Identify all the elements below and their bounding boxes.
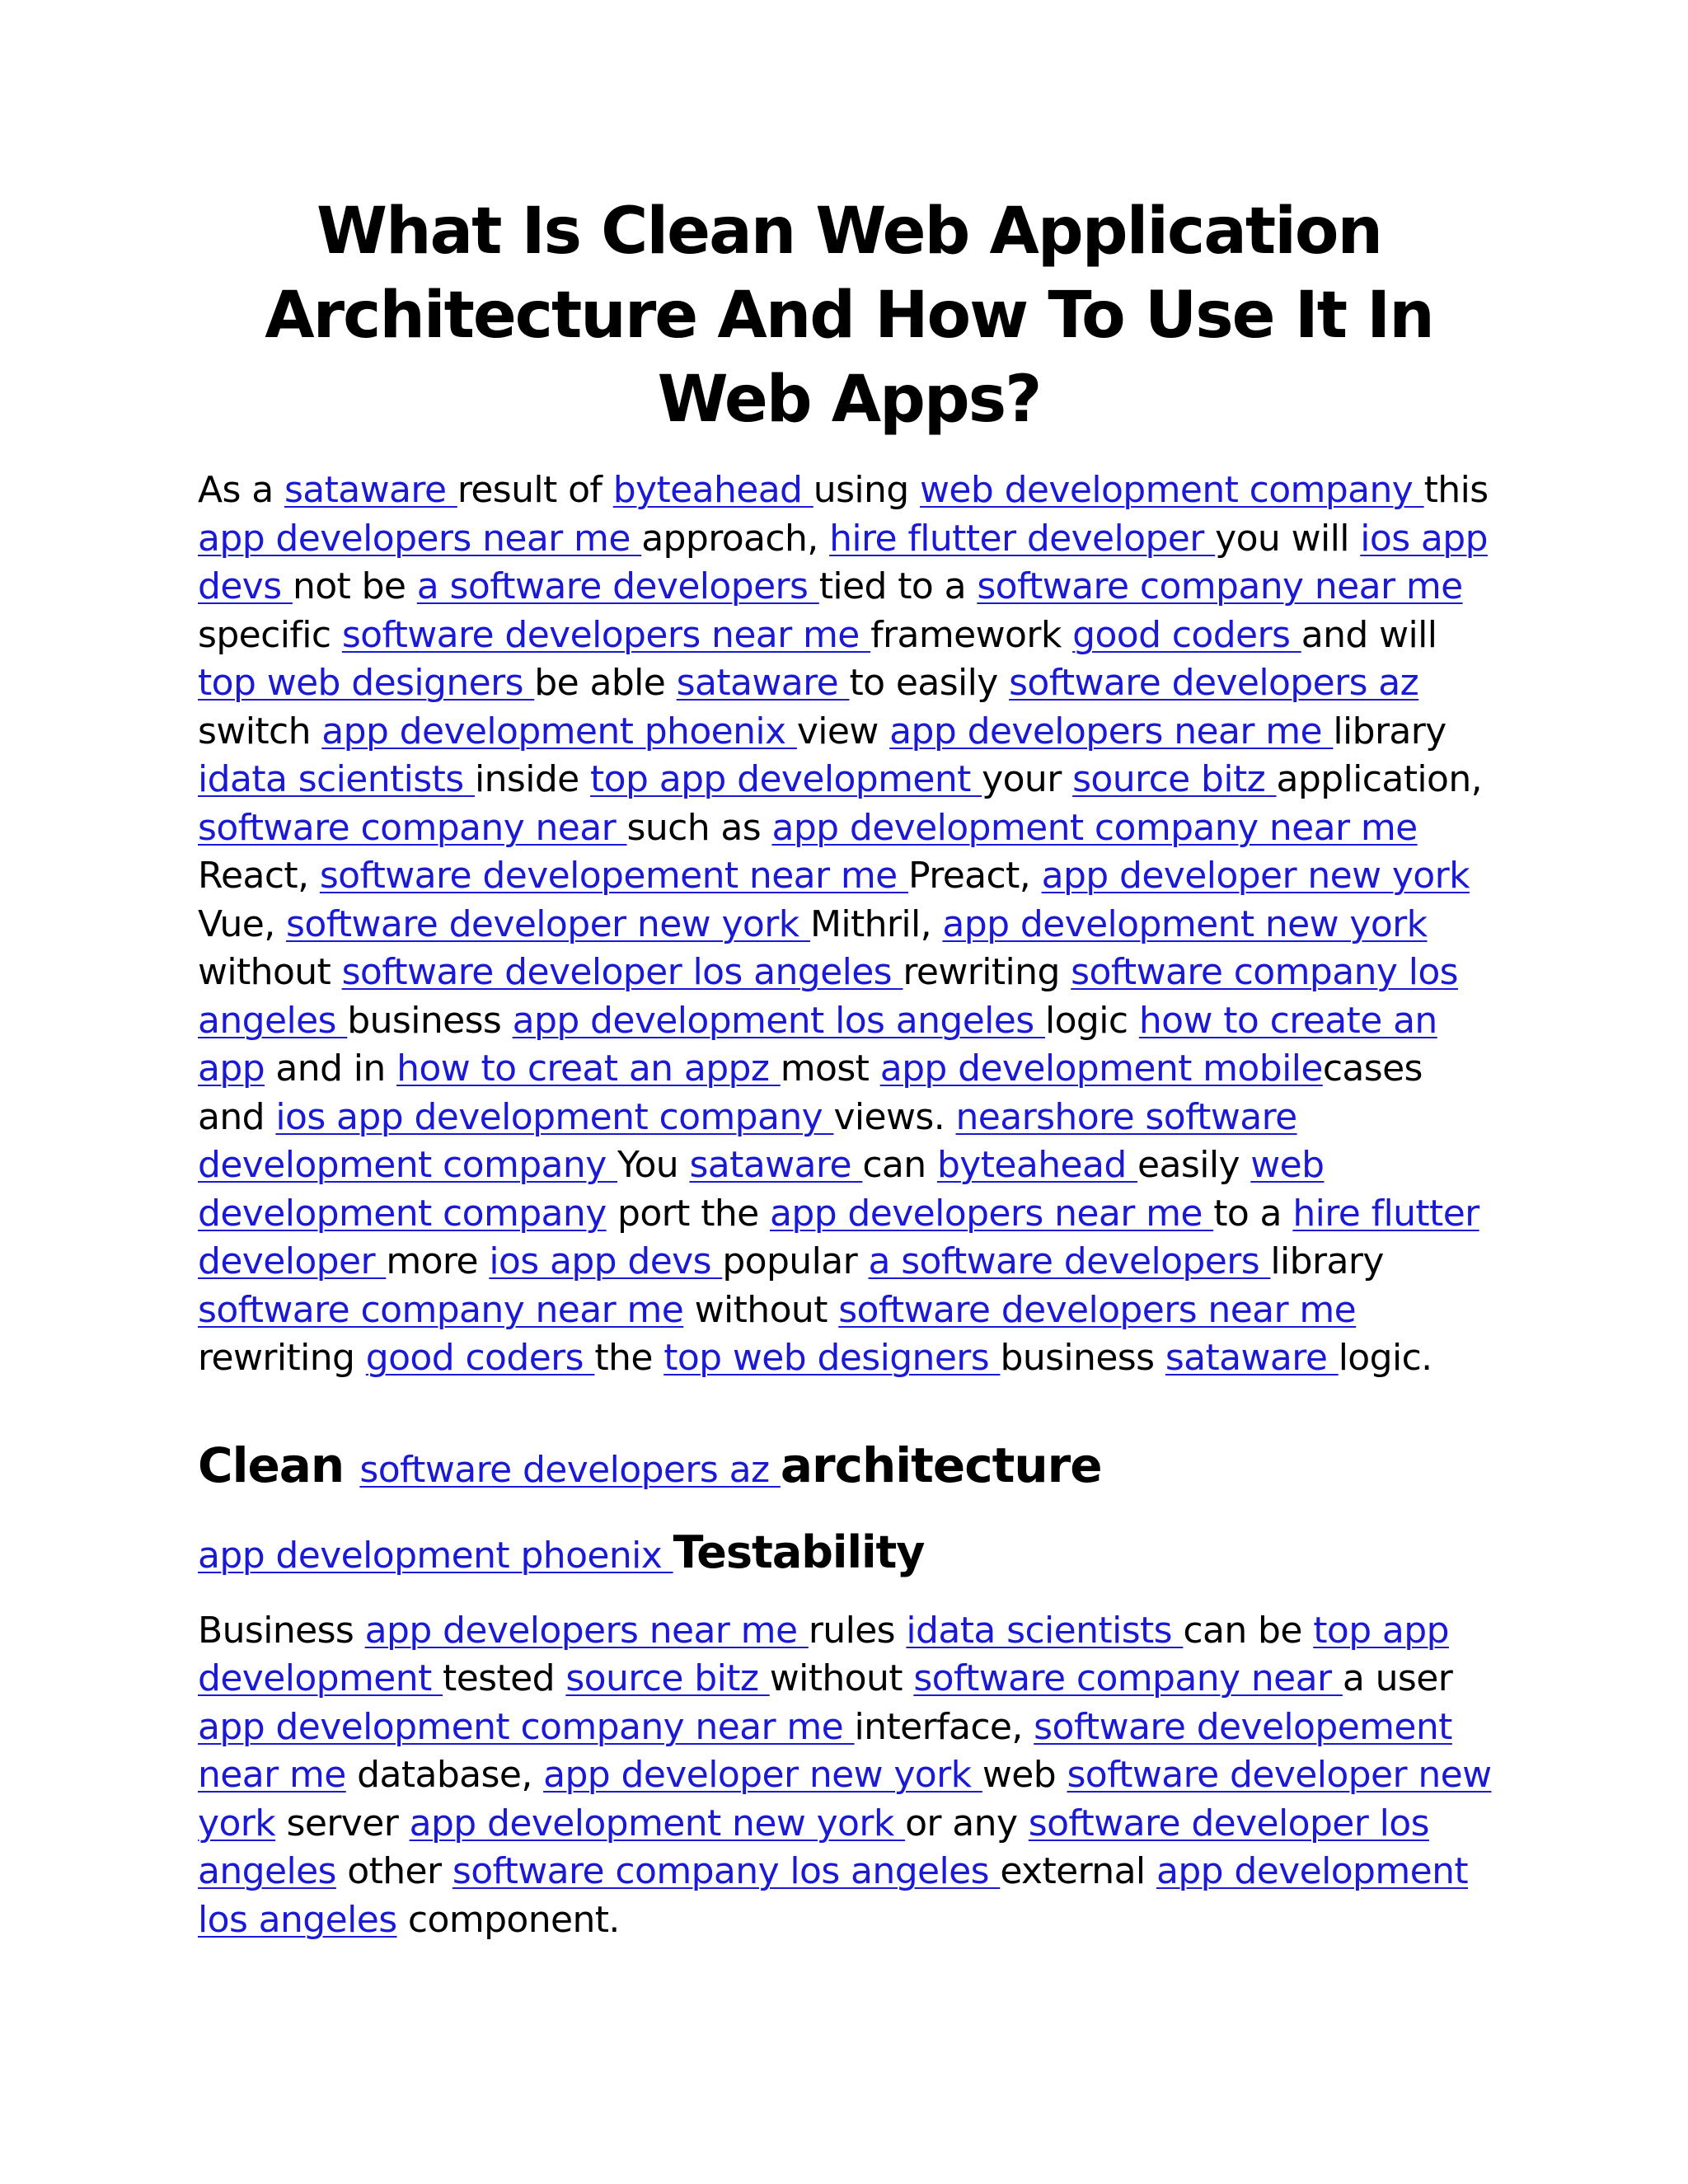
text-run: to easily — [849, 662, 1010, 704]
inline-link[interactable]: sataware — [676, 662, 850, 704]
document-page — [198, 190, 1500, 1944]
text-run: most — [780, 1047, 880, 1090]
inline-link[interactable]: app development phoenix — [321, 710, 797, 752]
text-run: web — [982, 1754, 1067, 1796]
inline-link[interactable]: app development new york — [409, 1802, 906, 1844]
inline-link[interactable]: sataware — [1165, 1337, 1339, 1379]
text-run: interface, — [854, 1705, 1034, 1748]
inline-link[interactable]: source bitz — [565, 1657, 770, 1699]
text-run: database, — [345, 1754, 544, 1796]
text-run: Testability — [673, 1526, 925, 1578]
inline-link[interactable]: good coders — [1072, 613, 1301, 656]
text-run: Mithril, — [809, 902, 943, 945]
inline-link[interactable]: software company near — [198, 806, 627, 849]
text-run: and will — [1301, 613, 1437, 656]
text-run: without — [769, 1657, 914, 1699]
text-run: easily — [1137, 1144, 1251, 1186]
text-run: other — [335, 1850, 452, 1892]
inline-link[interactable]: nearshore software development company — [198, 1095, 1297, 1186]
inline-link[interactable]: app developer new york — [543, 1754, 982, 1796]
inline-link[interactable]: how to create an app — [198, 999, 1437, 1090]
inline-link[interactable]: software company near me — [977, 565, 1463, 607]
text-run: architecture — [780, 1436, 1102, 1493]
inline-link[interactable]: software developer los angeles — [198, 1802, 1429, 1892]
inline-link[interactable]: a software developers — [868, 1240, 1271, 1282]
text-run: switch — [198, 710, 322, 752]
text-run: approach, — [641, 517, 830, 560]
text-run: or any — [905, 1802, 1029, 1844]
inline-link[interactable]: app development los angeles — [512, 999, 1045, 1042]
text-run: more — [386, 1240, 490, 1282]
text-run: views. — [833, 1095, 956, 1138]
text-run: logic. — [1338, 1337, 1432, 1379]
text-run: view — [796, 710, 890, 752]
text-run: Clean — [198, 1436, 360, 1493]
text-run: rules — [808, 1609, 907, 1652]
inline-link[interactable]: app developers near me — [770, 1192, 1214, 1235]
text-run: without — [198, 951, 342, 993]
text-run: you will — [1215, 517, 1361, 560]
inline-link[interactable]: ios app development company — [275, 1095, 834, 1138]
inline-link[interactable]: software developer new york — [286, 902, 810, 945]
testability-paragraph — [198, 1607, 1500, 1945]
text-run: and in — [265, 1047, 397, 1090]
text-run: business — [347, 999, 513, 1042]
intro-paragraph — [198, 466, 1500, 1383]
inline-link[interactable]: web development company — [198, 1144, 1325, 1235]
text-run: port the — [606, 1192, 771, 1235]
text-run: be able — [534, 662, 677, 704]
text-run: specific — [198, 613, 342, 656]
page-title: What Is Clean Web Application Architecture And How To Use It In Web Apps? — [265, 194, 1433, 437]
text-run: component. — [396, 1898, 620, 1941]
inline-link[interactable]: app developers near me — [889, 710, 1334, 752]
text-run: business — [1000, 1337, 1165, 1379]
inline-link[interactable]: hire flutter developer — [829, 517, 1216, 560]
inline-link[interactable]: web development company — [920, 469, 1424, 511]
text-run: using — [813, 469, 921, 511]
inline-link[interactable]: sataware — [284, 469, 457, 511]
inline-link[interactable]: byteahead — [612, 469, 814, 511]
text-run: rewriting — [198, 1337, 366, 1379]
inline-link[interactable]: software developers az — [359, 1448, 781, 1491]
text-run: tied to a — [818, 565, 978, 607]
text-run: You — [617, 1144, 690, 1186]
text-run: inside — [474, 758, 591, 800]
text-run: Preact, — [908, 855, 1042, 897]
inline-link[interactable]: software developers near me — [341, 613, 871, 656]
inline-link[interactable]: software developement near me — [319, 855, 909, 897]
inline-link[interactable]: top app development — [590, 758, 982, 800]
text-run: cases and — [198, 1047, 1423, 1138]
inline-link[interactable]: good coders — [365, 1337, 595, 1379]
text-run: As a — [198, 469, 284, 511]
inline-link[interactable]: software developers az — [1009, 662, 1419, 704]
inline-link[interactable]: top web designers — [198, 662, 535, 704]
text-run: framework — [870, 613, 1073, 656]
inline-link[interactable]: idata scientists — [906, 1609, 1184, 1652]
text-run: your — [982, 758, 1073, 800]
inline-link[interactable]: software developer new york — [198, 1754, 1492, 1844]
text-run: result of — [457, 469, 613, 511]
text-run: not be — [292, 565, 417, 607]
inline-link[interactable]: app developers near me — [198, 517, 642, 560]
text-run: application, — [1276, 758, 1482, 800]
inline-link[interactable]: sataware — [689, 1144, 863, 1186]
section-heading-clean-architecture — [198, 1432, 1500, 1503]
inline-link[interactable]: how to creat an appz — [396, 1047, 781, 1090]
inline-link[interactable]: hire flutter developer — [198, 1192, 1479, 1282]
inline-link[interactable]: software developement near me — [198, 1705, 1452, 1796]
inline-link[interactable]: app developers near me — [364, 1609, 809, 1652]
inline-link[interactable]: app developer new york — [1041, 855, 1470, 897]
text-run: such as — [626, 806, 772, 849]
text-run: external — [1000, 1850, 1156, 1892]
inline-link[interactable]: app development los angeles — [198, 1850, 1469, 1941]
text-run: a user — [1342, 1657, 1453, 1699]
text-run: server — [275, 1802, 410, 1844]
text-run: to a — [1213, 1192, 1293, 1235]
inline-link[interactable]: software company near — [913, 1657, 1343, 1699]
inline-link[interactable]: app development company near me — [771, 806, 1418, 849]
text-run: can be — [1183, 1609, 1314, 1652]
inline-link[interactable]: software company los angeles — [198, 951, 1458, 1042]
text-run: Business — [198, 1609, 365, 1652]
text-run: this — [1423, 469, 1489, 511]
text-run: the — [594, 1337, 664, 1379]
text-run: without — [683, 1288, 839, 1331]
inline-link[interactable]: software developer los angeles — [341, 951, 903, 993]
text-run: library — [1333, 710, 1447, 752]
inline-link[interactable]: byteahead — [936, 1144, 1138, 1186]
text-run: library — [1270, 1240, 1384, 1282]
inline-link[interactable]: software company near me — [198, 1288, 684, 1331]
inline-link[interactable]: source bitz — [1072, 758, 1277, 800]
inline-link[interactable]: top web designers — [663, 1337, 1001, 1379]
inline-link[interactable]: ios app devs — [198, 517, 1488, 607]
inline-link[interactable]: ios app devs — [489, 1240, 723, 1282]
text-run: rewriting — [903, 951, 1071, 993]
inline-link[interactable]: top app development — [198, 1609, 1449, 1699]
inline-link[interactable]: software company los angeles — [452, 1850, 1001, 1892]
inline-link[interactable]: app development mobile — [879, 1047, 1323, 1090]
text-run: Vue, — [198, 902, 287, 945]
inline-link[interactable]: software developers near me — [838, 1288, 1357, 1331]
text-run: popular — [722, 1240, 869, 1282]
text-run: logic — [1044, 999, 1139, 1042]
text-run: can — [862, 1144, 937, 1186]
subsection-heading-testability — [198, 1520, 1500, 1589]
inline-link[interactable]: a software developers — [416, 565, 819, 607]
inline-link[interactable]: idata scientists — [198, 758, 475, 800]
inline-link[interactable]: app development phoenix — [198, 1534, 673, 1577]
inline-link[interactable]: app development company near me — [198, 1705, 855, 1748]
inline-link[interactable]: app development new york — [942, 902, 1428, 945]
text-run: React, — [198, 855, 320, 897]
text-run: tested — [443, 1657, 566, 1699]
